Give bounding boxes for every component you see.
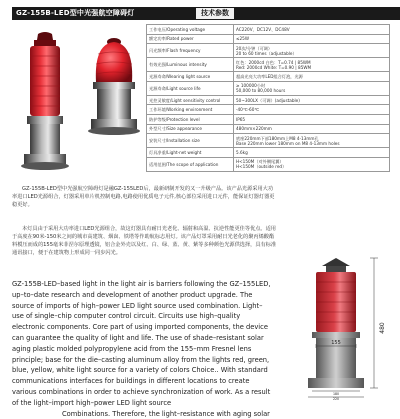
obstruction-lamp-photo-tall: [16, 30, 74, 180]
spec-key: 额定功率/Rated power: [147, 34, 234, 44]
spec-row: [147, 58, 390, 72]
spec-key: 闪光频率/Flash frequency: [147, 44, 234, 58]
spec-value-line: Red: 2000cd White: T=0.90 | 85WM: [236, 64, 312, 70]
lens-collar: [312, 332, 360, 338]
spec-key: 工作环境/Working environment: [147, 105, 234, 115]
spec-key: 外型尺寸/Size appearance: [147, 124, 234, 134]
spec-value: 5.6kg: [234, 148, 390, 158]
spec-value-line: Base 220mm lower 180mm on M8 4-13mm holes: [236, 140, 340, 146]
spec-value-line: 20次/分钟（可调）: [236, 45, 273, 51]
dim-height-label: 480: [379, 322, 386, 334]
mounting-flange: [308, 378, 364, 388]
spec-row: [147, 114, 390, 124]
english-paragraph-1: GZ-155B-LED–based light in the light air is barriers following the GZ–155LED, up–to–date research and development of another product upgrade. The source of imports of high–power LED light source used combination. Light–use of single–chip computer control circuit. Circuits use high–quality electronic components. Core part of using imported components, the device can guarantee the quality of light and life. The use of shade–resistant solar aging plastic molded polypropylene acid from the 155–mm Fresnel lens principle; base for the die–casting aluminum alloy from the lights red, green, blue, yellow, white light source for a variety of colors Choice.. With standard communications interfaces for buildings in different locations to create various combinations in order to achieve synchronization of work. As a result of the light–import high–power LED light source: [12, 280, 271, 407]
spec-value: 480mm×220mm: [234, 124, 390, 134]
spec-row: [147, 148, 390, 158]
spec-value: IP65: [234, 114, 390, 124]
spec-row: [147, 105, 390, 115]
spec-value: 50~300LX（可调）(adjustable): [234, 95, 390, 105]
spec-value-line: H<150M（outside red）: [236, 164, 287, 170]
lamp-cap: [322, 258, 350, 272]
spec-key: 有效光强/Luminous intensity: [147, 58, 234, 72]
spec-key: 防护等级/Protection level: [147, 114, 234, 124]
spec-value: [234, 58, 390, 72]
spec-row: [147, 72, 390, 82]
spec-value: [234, 44, 390, 58]
spec-value: [234, 157, 390, 171]
spec-key: 光源寿命/Wearing light source: [147, 72, 234, 82]
spec-value-line: 底座220mm下部180mm上M8 4-13mm孔: [236, 135, 319, 141]
spec-row: [147, 95, 390, 105]
spec-row: [147, 134, 390, 148]
dim-base-bottom-label: 220: [332, 397, 340, 401]
tech-params-badge: 技术参数: [196, 8, 234, 19]
spec-value-line: H<150M（对外侧尾翼）: [236, 159, 284, 165]
spec-value: AC220V、DC12V、DC48V: [234, 25, 390, 35]
spec-row: [147, 157, 390, 171]
spec-row: [147, 124, 390, 134]
spec-value: -40℃-60℃: [234, 105, 390, 115]
spec-key: 安装尺寸/Installation size: [147, 134, 234, 148]
dimension-drawing: [278, 258, 400, 400]
spec-value-line: 50,000 to 80,000 hours: [236, 88, 286, 94]
spec-row: [147, 34, 390, 44]
header-title: GZ-155B-LED型中光强航空障碍灯: [16, 9, 135, 17]
spec-table: [146, 24, 390, 172]
spec-value-line: ≥ 100000小时: [236, 83, 266, 89]
spec-key: 光源寿命/Light source life: [147, 81, 234, 95]
chinese-paragraph-1: GZ-155B-LED型中光强航空障碍灯是融GZ-155LED后，最新研制开发的又一升级产品。该产品光源采用大功率进口LED光源组合，灯器采用单片机控制电路,电路使用优质电子元件,核心部位采用进口元件，能保证灯器灯器更稳更好。: [12, 186, 275, 208]
spec-key: 光控灵敏度/Light sensitivity control: [147, 95, 234, 105]
spec-value: ≤25W: [234, 34, 390, 44]
spec-row: [147, 44, 390, 58]
chinese-paragraph-2: 本灯具由于采用大功率进口LED光源组合，故这灯器具有耐日光老化、辐射和高温、抗逆性能更佳等优点。适用于高度在90米-150米之间的城市高建筑、烟囱、铁塔等作助航标志用灯。该产品灯罩采用耐日光老化的聚丙烯酸酯料模压而成的155毫米菲涅尔原理透镜，铝合金外壳以及红、白、绿、蓝、黄、紫等多种颜色光源供选择，具有标准通讯接口，便于在建筑物上形成同一同步闪光。: [12, 226, 277, 256]
english-paragraph-2: Combinations. Therefore, the light–resistance with aging solar: [62, 409, 270, 418]
spec-value-line: 20 to 60 times（adjustable）: [236, 50, 297, 56]
english-description: [12, 279, 274, 418]
spec-row: [147, 25, 390, 35]
spec-value: 超高光亮大功率LED组合灯泡，光源: [234, 72, 390, 82]
dim-inner-label: 155: [331, 340, 341, 346]
spec-value: [234, 134, 390, 148]
spec-key: 工作电压/Operating voltage: [147, 25, 234, 35]
spec-value: [234, 81, 390, 95]
spec-key: 适用范围/The scope of application: [147, 157, 234, 171]
obstruction-lamp-photo-dome: [84, 30, 144, 180]
spec-value-line: 红色：2000cd 白色：T=0.74 | 85WM: [236, 59, 311, 65]
spec-row: [147, 81, 390, 95]
spec-key: 灯具净重/Light-net weight: [147, 148, 234, 158]
dim-base-top-label: 180: [332, 392, 340, 396]
